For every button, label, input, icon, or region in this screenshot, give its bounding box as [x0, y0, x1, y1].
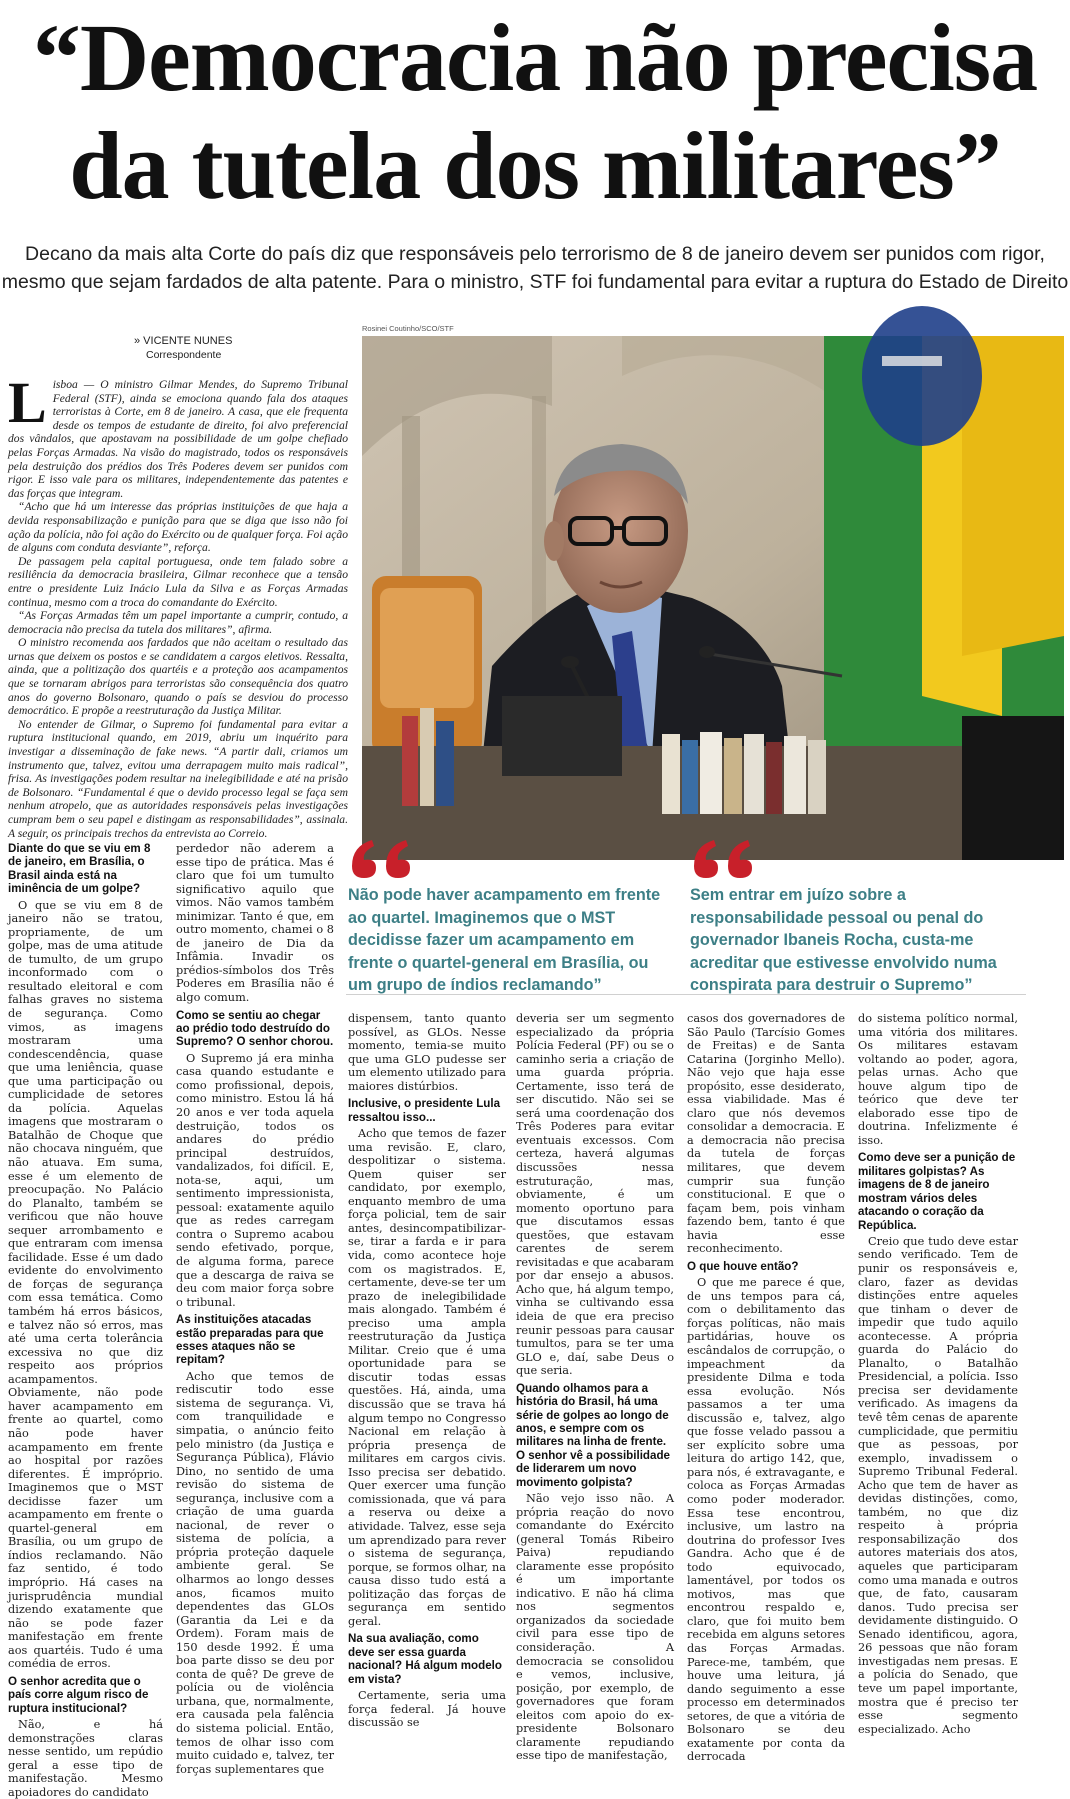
question: Inclusive, o presidente Lula ressaltou isso...	[348, 1097, 501, 1124]
question: Quando olhamos para a história do Brasil, há uma série de golpes ao longo de anos, e sempre com os militares na linha de frente. O senhor vê a possibilidade de liderarem um novo movimento golpista?	[516, 1381, 670, 1489]
answer: O que me parece é que, de uns tempos para cá, com o debilitamento das forças políticas, não mais partidárias, houve os escândalos de corrupção, o impeachment da presidente Dilma e toda essa evolução. Nós passamos a ter uma discussão e, talvez, algo que fosse velado passou a ser explícito sobre uma leitura do artigo 142, que, para nós, é extravagante, e coloca as Forças Armadas como poder moderador. Essa tese encontrou, inclusive, um lastro na doutrina do professor Ives Gandra. Acho que é de todo equivocado, lamentável, por todos os motivos, mas que encontrou respaldo e, claro, que foi muito bem recebida em alguns setores das Forças Armadas. Parece-me, também, que houve uma leitura, já dando seguimento a esse processo em determinados setores, de que a vitória de Bolsonaro se deu exatamente por conta da derrocada	[687, 1276, 845, 1764]
interview-column-3	[348, 1012, 506, 1730]
intro-text	[8, 370, 348, 840]
question: O que houve então?	[687, 1259, 799, 1273]
intro-paragraph-4: “As Forças Armadas têm um papel importante a cumprir, contudo, a democracia não precisa da tutela dos militares”, afirma.	[8, 609, 348, 636]
headline-line-1: “Democracia não precisa	[32, 4, 1038, 111]
interview-column-4	[516, 1012, 674, 1763]
answer: Não, e há demonstrações claras nesse sentido, um repúdio geral a esse tipo de manifestação. Mesmo apoiadores do candidato	[8, 1718, 163, 1799]
answer: Creio que tudo deve estar sendo verificado. Tem de punir os responsáveis e, claro, fazer as devidas distinções entre aqueles que tinham o dever de impedir que tudo aquilo acontecesse. A própria guarda do Palácio do Planalto, o Batalhão Presidencial, a polícia. Isso precisa ser devidamente verificado. As imagens da tevê têm cenas de aparente cumplicidade, que permitiu que as pessoas, por exemplo, invadissem o Supremo Tribunal Federal. Acho que tem de haver as devidas distinções, como, também, no que diz respeito à própria responsabilização dos autores materiais dos atos, aqueles que participaram como uma manada e outros que, de fato, causaram danos. Tudo precisa ser devidamente distinguido. O Senado identificou, agora, 26 pessoas que não foram investigadas nem presas. E a polícia do Senado, que teve um papel importante, mostra que é preciso ter esse segmento especializado. Acho	[858, 1234, 1018, 1736]
dropcap: L	[8, 370, 47, 435]
answer: Certamente, seria uma força federal. Já houve discussão se	[348, 1688, 506, 1730]
answer: Acho que temos de rediscutir todo esse sistema de segurança. Vi, com tranquilidade e simpatia, o anúncio feito pelo ministro (da Justiça e Segurança Pública), Flávio Dino, no sentido de uma revisão do sistema de segurança, inclusive com a criação de uma guarda nacional, de rever o sistema de polícia, a própria proteção daquele ambiente geral. Se olharmos ao longo desses anos, ficamos muito dependentes das GLOs (Garantia da Lei e da Ordem). Foram mais de 150 desde 1992. É uma boa parte disso se deu por conta de quê? De greve de polícia ou de violência urbana, que, normalmente, era causada pela falência do sistema policial. Então, temos de olhar isso com muito cuidado e, talvez, ter forças suplementares que	[176, 1369, 334, 1776]
interview-column-2	[176, 842, 334, 1776]
answer: dispensem, tanto quanto possível, as GLOs. Nesse momento, temia-se muito que uma GLO pudesse ser um elemento utilizado para maiores distúrbios.	[348, 1012, 506, 1093]
answer: Acho que temos de fazer uma revisão. E, claro, despolitizar o sistema. Quem quiser ser candidato, por exemplo, enquanto membro de uma força policial, tem de sair antes, desincompatibilizar-se, tirar a farda e ir para vida, como acontece hoje com os magistrados. E, certamente, deve-se ter um prazo de inelegibilidade mais alongado. Também é preciso uma ampla reestruturação da Justiça Militar. Creio que é uma oportunidade para se discutir todas essas questões. Há, ainda, uma discussão que se trava há algum tempo no Congresso Nacional em relação à própria presença de militares em cargos civis. Isso precisa ser debatido. Quer exercer uma função comissionada, que vá para a reserva ou deixe a atividade. Talvez, esse seja um aprendizado para rever o sistema de segurança, porque, se formos olhar, na causa disso tudo está a politização das forças de segurança em sentido geral.	[348, 1127, 506, 1628]
photo-credit: Rosinei Coutinho/SCO/STF	[362, 324, 454, 333]
subheadline-line-2: mesmo que sejam fardados de alta patente. Para o ministro, STF foi fundamental para evitar a ruptura do Estado de Direito	[1, 271, 1069, 293]
answer: deveria ser um segmento especializado da própria Polícia Federal (PF) ou se o caminho seria a criação de uma guarda própria. Certamente, isso terá de ser discutido. Não sei se será uma coordenação dos Três Poderes para evitar eventuais excessos. Com certeza, haverá algumas discussões nessa estruturação, mas, obviamente, é um momento oportuno para que discutamos essas questões, que estavam carentes de serem revisitadas e que acabaram por dar ensejo a abusos. Acho que, há algum tempo, vinha se cultivando essa ideia de que era preciso reunir pessoas para causar tumultos, para se ter uma GLO e, daí, sabe Deus o que seria.	[516, 1012, 674, 1378]
pullquote-right: Sem entrar em juízo sobre a responsabilidade pessoal ou penal do governador Ibaneis Rocha, custa-me acreditar que estivesse envolvido numa conspirata para destruir o Supremo”	[690, 886, 997, 994]
answer: O que se viu em 8 de janeiro não se tratou, propriamente, de um golpe, mas de uma atitude de tumulto, de um grupo inconformado com o resultado eleitoral e com falhas graves no sistema de segurança. Como vimos, as imagens mostraram uma condescendência, quase que uma leniência, quase que uma participação ou cumplicidade de setores da polícia. Aquelas imagens que mostraram o Batalhão de Choque que não chocava ninguém, que não atuava. Em suma, esse é um elemento de preocupação. No Palácio do Planalto, também se verificou que não houve sequer arrombamento e que entraram com imensa facilidade. Esse é um dado evidente do envolvimento de forças de segurança com essa temática. Como também há erros básicos, e talvez não só erros, mas até uma certa tolerância excessiva no que diz respeito aos próprios acampamentos. Obviamente, não pode haver acampamento em frente ao quartel, como não pode haver acampamento em frente ao hospital por razões diferentes. É impróprio. Imaginemos que o MST decidisse fazer um acampamento em frente o quartel-general em Brasília, ou um grupo de índios reclamando. Não faz sentido, é todo impróprio. Há cases na jurisprudência mundial dizendo exatamente que não se pode fazer manifestação em frente aos quartéis. Tudo é uma comédia de erros.	[8, 898, 163, 1671]
answer: O Supremo já era minha casa quando estudante e como profissional, depois, como ministro. Estou lá há 20 anos e ver toda aquela destruição, todos os andares do prédio principal destruídos, vandalizados, foi difícil. E, nota-se, aqui, um sentimento impressionista, pessoal: exatamente aquilo que as redes carregam contra o Supremo acabou sendo efetivado, porque, de alguma forma, parece que a descarga de raiva se deu com maior força sobre o tribunal.	[176, 1051, 334, 1309]
question: Como se sentiu ao chegar ao prédio todo destruído do Supremo? O senhor chorou.	[176, 1008, 334, 1049]
quote-mark-icon	[348, 836, 418, 880]
question: Como deve ser a punição de militares golpistas? As imagens de 8 de janeiro mostram vários deles atacando o coração da República.	[858, 1151, 1016, 1232]
headline-line-2: da tutela dos militares”	[69, 112, 1001, 219]
headline	[0, 4, 1070, 220]
quote-mark-icon	[690, 836, 760, 880]
interview-column-6	[858, 1012, 1018, 1736]
question: Diante do que se viu em 8 de janeiro, em Brasília, o Brasil ainda está na iminência de um golpe?	[8, 842, 151, 896]
answer: casos dos governadores de São Paulo (Tarcísio Gomes de Freitas) e de Santa Catarina (Jorginho Mello). Não vejo que haja esse propósito, esse desiderato, essa viabilidade. Mas é claro que nós devemos consolidar a democracia. E a democracia não precisa da tutela de forças militares, que devem cumprir sua função constitucional. E que o façam bem, pois vinham fazendo bem, tanto é que havia esse reconhecimento.	[687, 1012, 845, 1256]
interview-column-5	[687, 1012, 845, 1764]
intro-paragraph-2: “Acho que há um interesse das próprias instituições de que haja a devida responsabilização e punição para que se diga que isso não foi ação da polícia, não foi ação do Exército ou de qualquer força. Foi ação de alguns com conduta desviante”, reforça.	[8, 500, 348, 555]
intro-paragraph-5: O ministro recomenda aos fardados que não aceitam o resultado das urnas que deixem os postos e se candidatem a cargos eletivos. Ressalta, ainda, que a politização dos quartéis e a proteção aos acampamentos que se tornaram abrigos para terroristas são consequência dos quatro anos do governo Bolsonaro, quando o país se desviou do processo democrático. E propõe a reestruturação da Justiça Militar.	[8, 636, 348, 718]
divider	[346, 994, 1026, 995]
photo-gilmar-mendes	[362, 336, 1064, 860]
byline-author: » VICENTE NUNES	[134, 335, 233, 347]
subheadline-line-1: Decano da mais alta Corte do país diz que responsáveis pelo terrorismo de 8 de janeiro devem ser punidos com rigor,	[25, 243, 1045, 265]
intro-paragraph-3: De passagem pela capital portuguesa, onde tem falado sobre a resiliência da democracia brasileira, Gilmar reconhece que a tensão entre o presidente Luiz Inácio Lula da Silva e as Forças Armadas continua, mesmo com a troca do comandante do Exército.	[8, 554, 348, 609]
interview-column-1	[8, 842, 163, 1799]
subheadline	[0, 240, 1070, 296]
question: O senhor acredita que o país corre algum risco de ruptura institucional?	[8, 1674, 149, 1715]
answer: do sistema político normal, uma vitória dos militares. Os militares estavam voltando ao poder, agora, pelas urnas. Acho que houve algum tipo de teórico que deve ter elaborado esse tipo de doutrina. Infelizmente é isso.	[858, 1012, 1018, 1147]
intro-paragraph-1: Lisboa — O ministro Gilmar Mendes, do Supremo Tribunal Federal (STF), ainda se emociona quando fala dos ataques terroristas à Corte, em 8 de janeiro. A casa, que ele frequenta desde os tempos de estudante de direito, foi alvo preferencial dos vândalos, que apostavam na possibilidade de um golpe chefiado pelas Forças Armadas. Na visão do magistrado, todos os responsáveis pela destruição dos prédios dos Três Poderes devem ser punidos com rigor. E isso vale para os militares, independentemente das patentes e das forças que integram.	[8, 370, 348, 500]
intro-paragraph-6: No entender de Gilmar, o Supremo foi fundamental para evitar a ruptura institucional quando, em 2019, abriu um inquérito para investigar a disseminação de fake news. “A partir dali, criamos um instrumento que, talvez, evitou uma derrapagem muito mais radical”, frisa. As investigações podem resultar na inelegibilidade e até na prisão de Bolsonaro. “Fundamental é que o devido processo legal se faça sem nenhum atropelo, que as autoridades responsáveis pelas investigações cumpram bem o seu papel e distingam as responsabilidades”, assinala. A seguir, os principais trechos da entrevista ao Correio.	[8, 717, 348, 840]
answer: Não vejo isso não. A própria reação do novo comandante do Exército (general Tomás Ribeiro Paiva) repudiando claramente esse propósito é um importante indicativo. E não há clima nos segmentos organizados da sociedade civil para esse tipo de consideração. A democracia se consolidou e vemos, inclusive, posição, por exemplo, de governadores que foram eleitos com apoio do ex-presidente Bolsonaro claramente repudiando esse tipo de manifestação,	[516, 1492, 674, 1763]
answer: perdedor não aderem a esse tipo de prática. Mas é claro que foi um tumulto significativo aquilo que vimos. Não vamos também minimizar. Tanto é que, em outro momento, chamei o 8 de janeiro de Dia da Infâmia. Invadir os prédios-símbolos dos Três Poderes em Brasília não é algo comum.	[176, 842, 334, 1005]
question: Na sua avaliação, como deve ser essa guarda nacional? Há algum modelo em vista?	[348, 1632, 502, 1686]
pullquote-left: Não pode haver acampamento em frente ao quartel. Imaginemos que o MST decidisse fazer um acampamento em frente o quartel-general em Brasília, ou um grupo de índios reclamando”	[348, 886, 661, 994]
photo-illustration	[362, 336, 1064, 860]
byline-role: Correspondente	[146, 349, 222, 361]
question: As instituições atacadas estão preparadas para que esses ataques não se repitam?	[176, 1313, 324, 1367]
